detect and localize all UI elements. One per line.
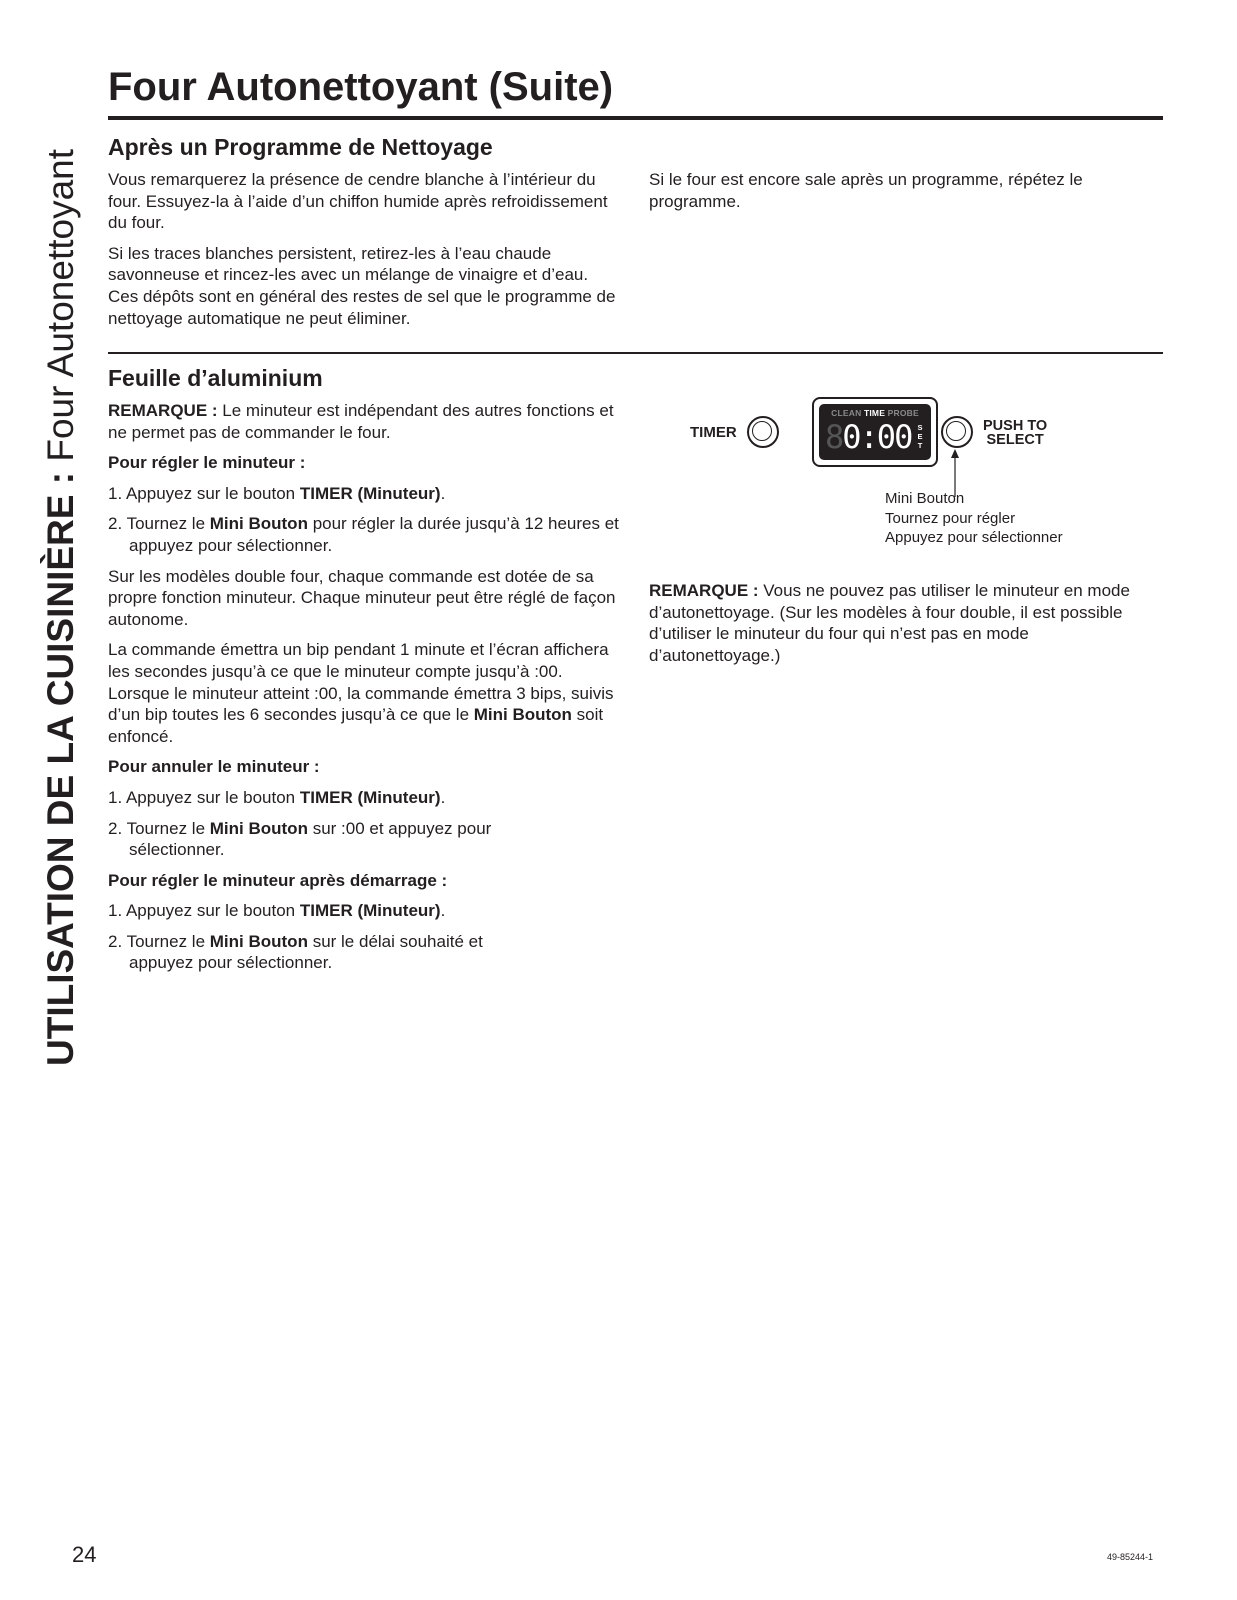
step-text: 2. Tournez le (108, 931, 210, 951)
beep-bold: Mini Bouton (473, 705, 572, 725)
section-rule (108, 352, 1163, 354)
after-start-step-2 (108, 931, 529, 974)
step-bold: TIMER (Minuteur) (299, 901, 441, 921)
lcd-digits (825, 419, 911, 455)
callout-line-2: Tournez pour régler (885, 509, 1016, 527)
step-text: 1. Appuyez sur le bouton (108, 483, 300, 503)
after-clean-paragraph-1: Vous remarquerez la présence de cendre blanche à l’intérieur du four. Essuyez-la à l’aide d’un chiffon humide après refroidissement du four. (108, 170, 608, 233)
lcd-set-indicator: S E T (917, 423, 923, 450)
foil-note-label: REMARQUE : (108, 401, 218, 420)
sidebar-section-title (41, 149, 81, 1066)
push-line-1: PUSH TO (983, 418, 1048, 434)
set-timer-step-2 (108, 513, 628, 556)
foil-left-column (108, 364, 628, 974)
step-bold: Mini Bouton (209, 514, 308, 534)
self-clean-note-text: Vous ne pouvez pas utiliser le minuteur en mode d’autonettoyage. (Sur les modèles à four double, il est possible d’utiliser le minuteur du four qui n’est pas en mode d’autonettoyage.) (649, 581, 1130, 665)
callout-line-3: Appuyez pour sélectionner (885, 529, 1063, 546)
step-text: 1. Appuyez sur le bouton (108, 787, 300, 807)
step-text: pour régler la durée jusqu’à 12 heures et appuyez pour sélectionner. (129, 514, 619, 555)
step-bold: TIMER (Minuteur) (299, 787, 441, 807)
lcd-indicators (819, 408, 931, 418)
lcd-probe: PROBE (887, 408, 919, 418)
title-rule (108, 116, 1163, 120)
cancel-timer-step-1 (108, 787, 628, 809)
timer-button-icon (747, 416, 779, 448)
after-start-step-1 (108, 900, 628, 922)
foil-note (108, 400, 628, 443)
lcd-time: TIME (863, 408, 886, 418)
step-text: 1. Appuyez sur le bouton (108, 901, 300, 921)
double-oven-paragraph: Sur les modèles double four, chaque commande est dotée de sa propre fonction minuteur. Chaque minuteur peut être réglé de façon autonome. (108, 566, 616, 629)
timer-label: TIMER (690, 424, 737, 441)
page-number: 24 (72, 1542, 97, 1567)
document-code: 49-85244-1 (1107, 1552, 1154, 1562)
step-text: sur :00 et appuyez pour sélectionner. (129, 818, 492, 860)
lcd-clean: CLEAN (831, 408, 862, 418)
set-timer-step-1 (108, 483, 628, 505)
push-line-2: SELECT (986, 432, 1044, 448)
set-timer-heading: Pour régler le minuteur : (108, 453, 306, 473)
self-clean-note (649, 580, 1149, 666)
step-text: . (440, 787, 446, 807)
push-to-select-label (983, 419, 1047, 447)
step-text: sur le délai souhaité et appuyez pour sélectionner. (129, 931, 483, 973)
beep-paragraph (108, 639, 628, 747)
foil-note-text: Le minuteur est indépendant des autres fonctions et ne permet pas de commander le four. (108, 401, 614, 442)
timer-control-diagram (690, 397, 1110, 572)
foil-right-column (649, 580, 1149, 666)
page-title: Four Autonettoyant (Suite) (108, 65, 614, 109)
step-text: . (440, 483, 446, 503)
callout-line-1: Mini Bouton (885, 490, 965, 507)
after-clean-paragraph-2: Si les traces blanches persistent, retirez-les à l’eau chaude savonneuse et rincez-les avec un mélange de vinaigre et d’eau. Ces dépôts sont en général des restes de sel que le programme de nettoyage automatique ne peut éliminer. (108, 243, 616, 328)
lcd-time-digits: 0:00 (842, 418, 912, 456)
step-text: . (440, 901, 446, 921)
cancel-timer-step-2 (108, 818, 549, 861)
sidebar-section: UTILISATION DE LA CUISINIÈRE (40, 494, 81, 1066)
lcd-dim-digit: 8 (825, 418, 843, 456)
foil-heading: Feuille d’aluminium (108, 365, 323, 391)
after-clean-right-column (649, 169, 1139, 212)
sidebar-separator: : (40, 461, 81, 495)
step-text: 2. Tournez le (108, 514, 210, 534)
lcd-screen (819, 404, 931, 460)
step-bold: TIMER (Minuteur) (299, 483, 441, 503)
cancel-timer-heading: Pour annuler le minuteur : (108, 757, 320, 777)
after-clean-paragraph-3: Si le four est encore sale après un programme, répétez le programme. (649, 170, 1083, 211)
after-start-heading: Pour régler le minuteur après démarrage : (108, 870, 448, 890)
beep-text: soit enfoncé. (108, 705, 604, 746)
step-bold: Mini Bouton (209, 818, 308, 838)
self-clean-note-label: REMARQUE : (649, 581, 759, 600)
after-clean-left-column (108, 133, 618, 329)
sidebar-topic: Four Autonettoyant (40, 148, 81, 462)
mini-knob-callout (885, 489, 1063, 548)
mini-knob-icon (941, 416, 973, 448)
step-text: 2. Tournez le (108, 818, 210, 838)
after-clean-heading: Après un Programme de Nettoyage (108, 134, 493, 160)
step-bold: Mini Bouton (209, 931, 308, 951)
beep-text: La commande émettra un bip pendant 1 minute et l’écran affichera les secondes jusqu’à ce que le minuteur compte jusqu’à :00. Lorsque le minuteur atteint :00, la commande émettra 3 bips, suivis d’un bip toutes les 6 secondes jusqu’à ce que le (108, 640, 614, 725)
lcd-display (812, 397, 938, 467)
